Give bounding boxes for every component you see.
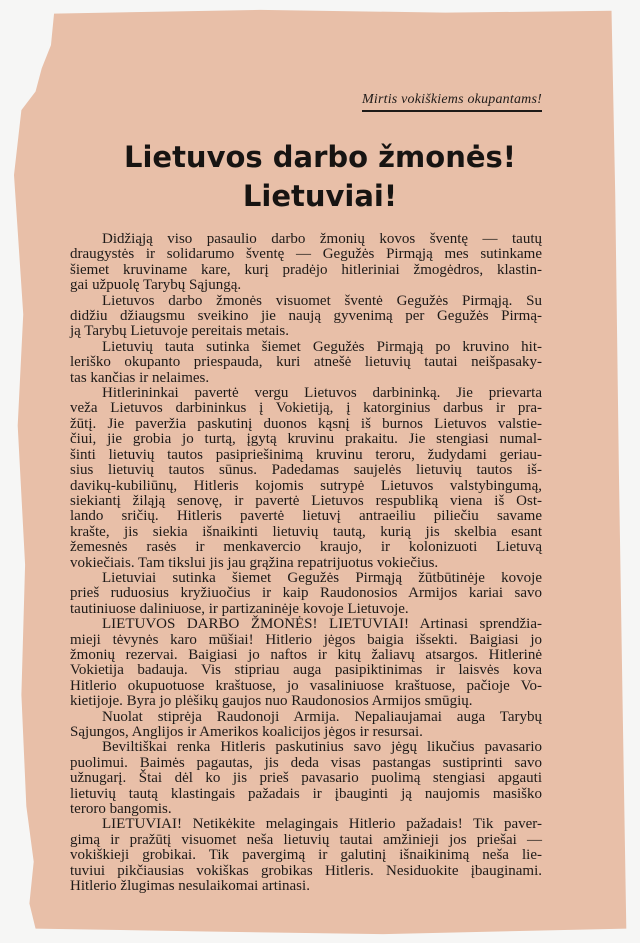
body-line: Hitlerio žlugimas nesulaikomai artinasi. <box>70 878 310 895</box>
body-line: žūtį. Jie paveržia paskutinį duonos kąsnį iš burnos Lietuvos valstie- <box>70 415 542 432</box>
body-line: žmonių rezervai. Baigiasi jo naftos ir kitų žaliavų atsargos. Hitlerinė <box>70 646 542 663</box>
body-line: Hitlerininkai pavertė vergu Lietuvos darbininką. Jie prievarta <box>102 385 542 402</box>
body-line: Lietuvos darbo žmonės visuomet šventė Gegužės Pirmąją. Su <box>102 292 542 309</box>
body-line: užnugarį. Štai dėl ko jis prieš pavasario puolimą stengiasi apgauti <box>70 770 542 787</box>
body-line: didžiu džiaugsmu sveikino jie naują gyvenimą per Gegužės Pirmą- <box>70 308 542 325</box>
body-line: Lietuviai sutinka šiemet Gegužės Pirmąją žūtbūtinėje kovoje <box>102 569 542 586</box>
body-line: Didžiąją viso pasaulio darbo žmonių kovos šventę — tautų <box>102 231 542 247</box>
body-line: Sąjungos, Anglijos ir Amerikos koalicijos jėgos ir resursai. <box>70 724 423 740</box>
body-line: veža Lietuvos darbininkus į Vokietiją, į katorginius darbus ir pra- <box>70 400 542 417</box>
body-line: Beviltiškai renka Hitleris paskutinius savo jėgų likučius pavasario <box>102 739 542 756</box>
body-line: sius lietuvių tautos sūnus. Padedamas saujelės lietuvių tautos iš- <box>70 462 542 479</box>
body-line: teroro bangomis. <box>70 801 172 818</box>
body-line: tas kančias ir nelaimes. <box>70 369 210 386</box>
body-line: LIETUVIAI! Netikėkite melagingais Hitlerio pažadais! Tik paver- <box>102 816 542 833</box>
body-line: gimą ir pražūtį visuomet neša lietuvių tautai amžinieji jos priešai — <box>70 831 542 848</box>
body-line: šiemet kruviname kare, kurį pradėjo hitleriniai žmogėdros, klastin- <box>70 261 542 278</box>
body-line: Lietuvių tauta sutinka šiemet Gegužės Pirmąją po kruvino hit- <box>102 338 542 355</box>
body-line: ją Tarybų Lietuvoje pereitais metais. <box>70 323 290 340</box>
body-line: lietuvių tautą klastingais pažadais ir įbauginti ją naujomis masiško <box>70 785 542 802</box>
body-line: leriško okupanto priespauda, kuri atnešė lietuvių tautai neišpasaky- <box>70 354 542 371</box>
body-line: Nuolat stiprėja Raudonoji Armija. Nepaliaujamai auga Tarybų <box>102 708 542 725</box>
body-line: kietijoje. Byra jo plėšikų gaujos nuo Raudonosios Armijos smūgių. <box>70 693 473 710</box>
body-line: lando sričių. Hitleris pavertė lietuvį antraeiliu piliečiu savame <box>70 508 542 525</box>
body-line: žemesnės rasės ir menkavercio kraujo, ir kolonizuoti Lietuvą <box>70 539 542 556</box>
body-line: vokiškieji grobikai. Tik pavergimą ir galutinį išnaikinimą neša lie- <box>70 847 542 864</box>
body-line: krašte, jis siekia išnaikinti lietuvių tautą, kurią jis skelbia esant <box>70 523 542 540</box>
body-line: gai užpuolę Tarybų Sąjungą. <box>70 277 242 294</box>
title-line-2: Lietuviai! <box>242 179 398 213</box>
body-line: mieji tėvynės karo mūšiai! Hitlerio jėgos baigia išsekti. Baigiasi jo <box>70 631 542 648</box>
body-line: davikų-kubiliūnų, Hitleris kojomis sutrypė Lietuvos valstybingumą, <box>70 477 542 494</box>
body-line: Hitlerio okupuotuose kraštuose, jo vasaliniuose kraštuose, pačioje Vo- <box>70 677 542 694</box>
leaflet-motto: Mirtis vokiškiems okupantams! <box>362 92 542 112</box>
leaflet-title <box>90 138 550 216</box>
body-line: draugystės ir solidarumo šventę — Gegužės Pirmąją mes sutinkame <box>70 246 542 263</box>
title-line-1: Lietuvos darbo žmonės! <box>123 140 516 174</box>
body-line: tautiniuose daliniuose, ir partizaninėje kovoje Lietuvoje. <box>70 600 409 617</box>
leaflet-body <box>70 232 542 894</box>
body-line: tuviui pikčiausias vokiškas grobikas Hitleris. Nesiduokite įbauginami. <box>70 862 542 879</box>
body-line: vokiečiais. Tam tikslui jis jau grąžina repatrijuotus vokiečius. <box>70 554 439 571</box>
body-line: LIETUVOS DARBO ŽMONĖS! LIETUVIAI! Artinasi sprendžia- <box>102 616 542 633</box>
body-line: čiui, jie grobia jo turtą, įgytą kruvinu prakaitu. Jie stengiasi numal- <box>70 431 542 448</box>
body-line: Vokietija badauja. Vis stipriau auga pasipiktinimas ir laisvės kova <box>70 662 542 679</box>
body-line: šinti lietuvių tautos pasipriešinimą kruvinu teroru, žudydami geriau- <box>70 446 542 463</box>
body-line: puolimui. Baimės pagautas, jis deda visas pastangas sustiprinti savo <box>70 754 542 771</box>
body-line: prieš ruduosius kryžiuočius ir kaip Raudonosios Armijos kariai savo <box>70 585 542 602</box>
body-line: siekiantį žiląją senovę, ir pavertė Lietuvos respubliką viena iš Ost- <box>70 492 542 509</box>
